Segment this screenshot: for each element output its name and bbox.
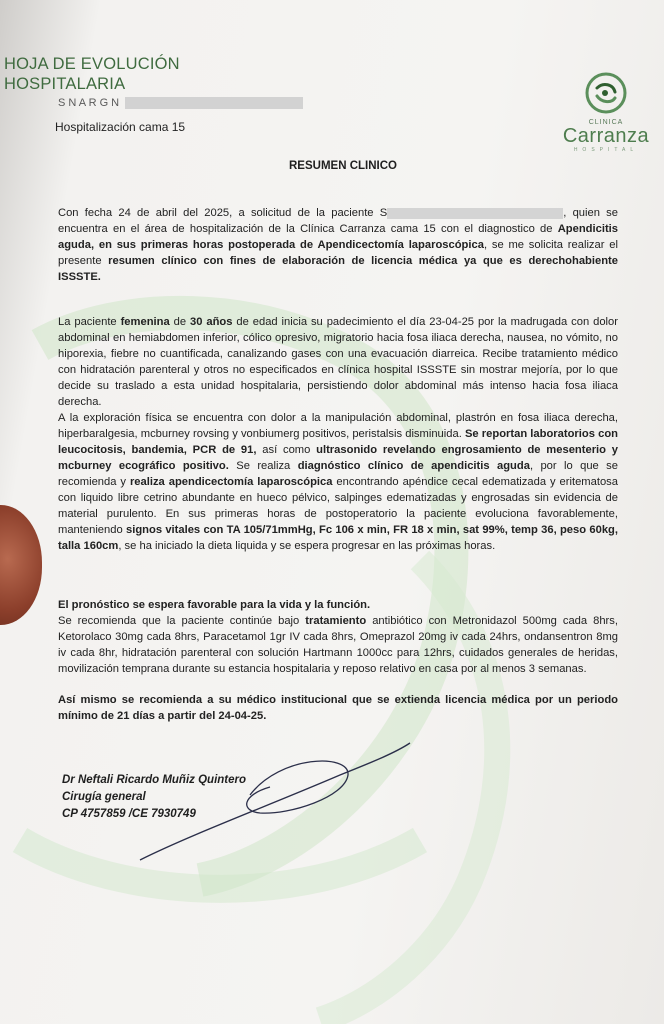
doctor-licenses: CP 4757859 /CE 7930749 bbox=[62, 808, 196, 820]
document-title: RESUMEN CLINICO bbox=[289, 160, 397, 172]
logo-name-text: Carranza bbox=[562, 125, 650, 147]
clinic-logo bbox=[550, 70, 662, 153]
header-title-line2: HOSPITALARIA bbox=[4, 75, 126, 93]
text-run: La paciente bbox=[58, 316, 121, 328]
bold-text-run: signos vitales con TA 105/71mmHg, Fc 106 x min, FR 18 x min, sat 99%, temp 36, peso 60kg, talla 160cm bbox=[58, 524, 618, 552]
text-run: encontrando apéndice cecal edematizada y eritematosa con liquido libre cetrino abundante en hueco pélvico, salpinges edematizadas y engrosadas sin evidencia de material purulento. En sus primeras horas de postoperatorio la paciente evoluciona favorablemente, manteniendo bbox=[58, 476, 618, 536]
paragraph-intro bbox=[58, 205, 618, 285]
paragraph-prognosis-treatment bbox=[58, 597, 618, 677]
signature-block bbox=[62, 772, 246, 823]
document-header-title bbox=[4, 54, 180, 94]
bold-text-run: El pronóstico se espera favorable para la vida y la función. bbox=[58, 599, 371, 611]
bold-text-run: realiza apendicectomía laparoscópica bbox=[129, 476, 333, 488]
logo-clinica-text: CLINICA bbox=[588, 119, 624, 126]
bold-text-run: 30 años bbox=[189, 316, 233, 328]
header-title-line1: HOJA DE EVOLUCIÓN bbox=[4, 55, 180, 73]
text-run: , por lo que se recomienda y bbox=[58, 460, 618, 488]
doctor-name: Dr Neftali Ricardo Muñiz Quintero bbox=[62, 774, 247, 786]
text-run: así como bbox=[256, 444, 317, 456]
text-run: Con fecha 24 de abril del 2025, a solicitud de la paciente S bbox=[58, 207, 388, 219]
text-run: Se realiza bbox=[228, 460, 298, 472]
paragraph-recommendation bbox=[58, 692, 618, 724]
redaction-bar bbox=[387, 208, 563, 219]
paragraph-history bbox=[58, 314, 618, 554]
text-run: de edad inicia su padecimiento el día 23-04-25 por la madrugada con dolor abdominal en hemiabdomen inferior, cólico opresivo, migratorio hacia fosa iliaca derecha, nausea, no vómito, no hiporexia, fiebre no cuantificada, canalizando gases con una evacuación diarreica. Recibe tratamiento médico con hidratación parenteral y otros no especificados en clínica hospital ISSSTE sin mostrar mejoría, por lo que decide su traslado a esta unidad hospitalaria, persistiendo dolor abdominal más intenso hacia fosa iliaca derecha. bbox=[58, 316, 618, 408]
text-run: de bbox=[169, 316, 190, 328]
patient-name-fragment: S N A R G N bbox=[58, 97, 120, 109]
bold-text-run: diagnóstico clínico de apendicitis aguda bbox=[297, 460, 530, 472]
text-run: , quien se encuentra en el área de hospitalización de la Clínica Carranza cama 15 con el diagnostico de bbox=[58, 207, 619, 235]
text-run: A la exploración física se encuentra con dolor a la manipulación abdominal, plastrón en fosa iliaca derecha, hiperbaralgesia, mcburney rovsing y vonbiumerg positivos, peristalsis disminuida. bbox=[58, 412, 618, 440]
doctor-specialty: Cirugía general bbox=[62, 791, 146, 803]
bold-text-run: Apendicitis aguda, en sus primeras horas postoperada de Apendicectomía laparoscópica bbox=[58, 223, 618, 251]
bold-text-run: resumen clínico con fines de elaboración de licencia médica ya que es derechohabiente ISSSTE. bbox=[58, 255, 618, 283]
bold-text-run: ultrasonido revelando engrosamiento de mesenterio y mcburney ecográfico positivo. bbox=[58, 444, 618, 472]
patient-name-redacted bbox=[58, 97, 303, 109]
text-run: antibiótico con Metronidazol 500mg cada 8hrs, Ketorolaco 30mg cada 8hrs, Paracetamol 1gr IV cada 8hrs, Omeprazol 20mg iv cada 24hrs, ondansentron 8mg iv cada 8hr, hidratación parenteral con solución Hartmann 1000cc para 12hrs, cuidados generales de heridas, movilización temprana durante su estancia hospitalaria y reposo relativo en casa por al menos 3 semanas. bbox=[58, 615, 618, 675]
bold-text-run: Así mismo se recomienda a su médico institucional que se extienda licencia médica por un periodo mínimo de 21 días a partir del 24-04-25. bbox=[58, 694, 618, 722]
text-run: , se me solicita realizar el presente bbox=[58, 239, 618, 267]
bold-text-run: Se reportan laboratorios con leucocitosis, bandemia, PCR de 91, bbox=[58, 428, 618, 456]
logo-hospital-text: HOSPITAL bbox=[573, 147, 639, 153]
clinic-logo-icon bbox=[583, 70, 629, 116]
bold-text-run: tratamiento bbox=[305, 615, 367, 627]
bold-text-run: femenina bbox=[120, 316, 170, 328]
text-run: , se ha iniciado la dieta liquida y se espera progresar en las próximas horas. bbox=[118, 540, 496, 552]
redaction-bar bbox=[125, 97, 303, 109]
text-run: Se recomienda que la paciente continúe bajo bbox=[58, 615, 306, 627]
bed-label: Hospitalización cama 15 bbox=[55, 120, 186, 134]
